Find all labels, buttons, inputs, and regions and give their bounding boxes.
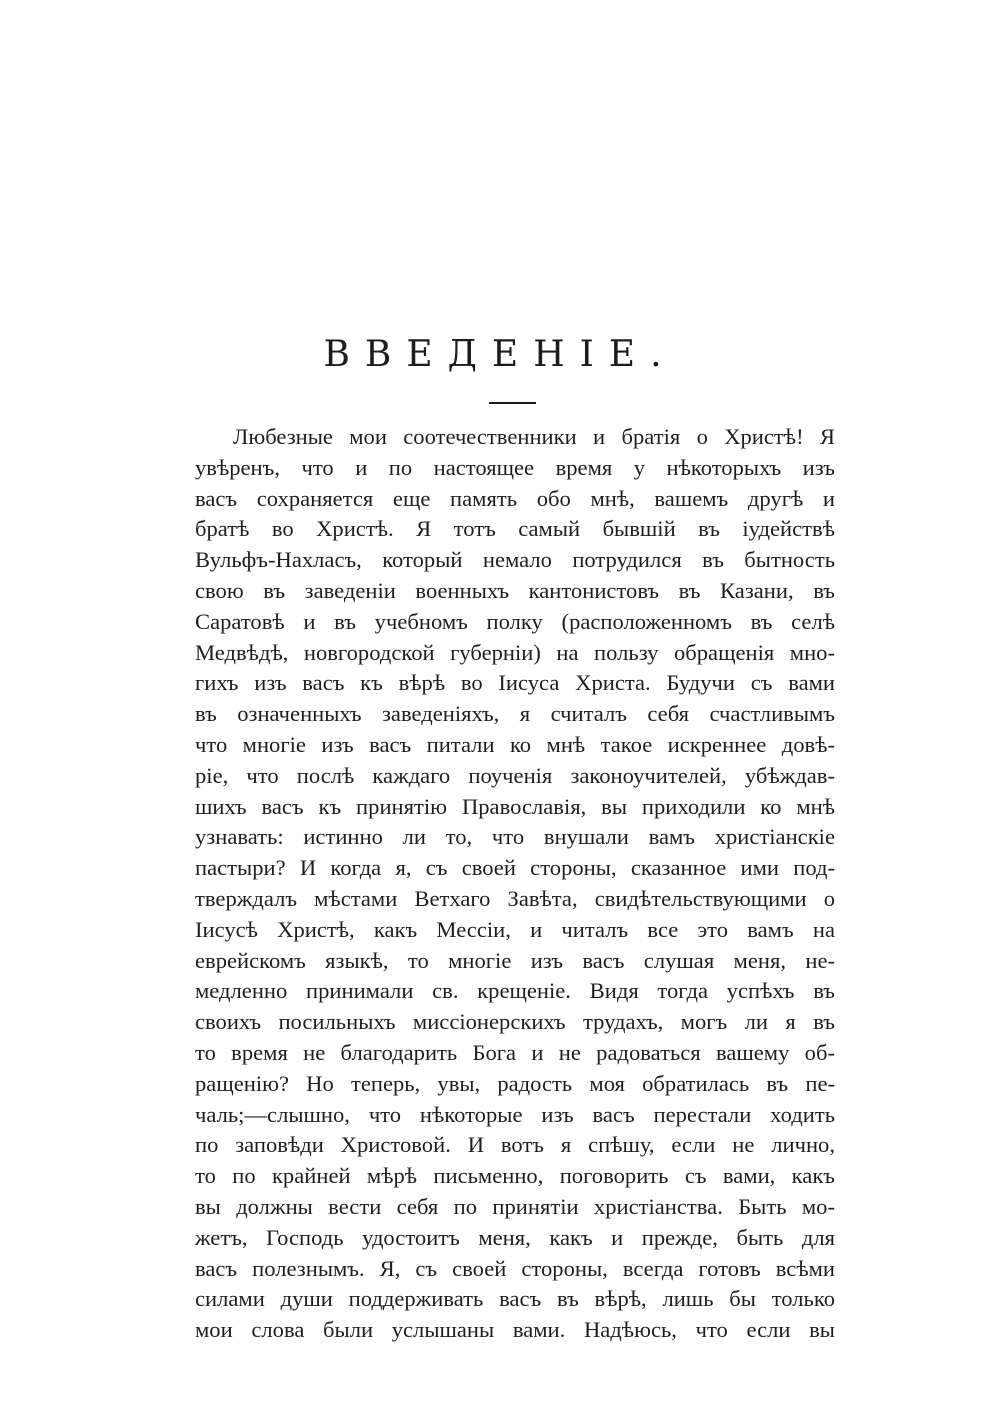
text-line: медленно принимали св. крещеніе. Видя тогда успѣхъ въ <box>195 978 835 1004</box>
text-line: Саратовѣ и въ учебномъ полку (расположенномъ въ селѣ <box>195 608 835 634</box>
chapter-title: ВВЕДЕНІЕ. <box>323 334 677 375</box>
text-line: тверждалъ мѣстами Ветхаго Завѣта, свидѣтельствующими о <box>195 885 835 911</box>
text-line: увѣренъ, что и по настоящее время у нѣкоторыхъ изъ <box>195 454 835 480</box>
text-line: Вульфъ-Нахласъ, который немало потрудился въ бытность <box>195 547 835 573</box>
body-paragraph <box>195 422 835 1346</box>
text-line: свою въ заведеніи военныхъ кантонистовъ въ Казани, въ <box>195 577 835 603</box>
text-line: вы должны вести себя по принятіи христіанства. Быть мо- <box>195 1193 835 1219</box>
text-line: что многіе изъ васъ питали ко мнѣ такое искреннее довѣ- <box>195 731 835 757</box>
text-line: по заповѣди Христовой. И вотъ я спѣшу, если не лично, <box>195 1132 835 1158</box>
text-line: васъ сохраняется еще память обо мнѣ, вашемъ другѣ и <box>195 485 835 511</box>
text-line: силами души поддерживать васъ въ вѣрѣ, лишь бы только <box>195 1286 835 1312</box>
text-line: своихъ посильныхъ миссіонерскихъ трудахъ, могъ ли я въ <box>195 1009 835 1035</box>
text-line: въ означенныхъ заведеніяхъ, я считалъ себя счастливымъ <box>195 701 835 727</box>
text-line: братѣ во Христѣ. Я тотъ самый бывшій въ іудействѣ <box>195 516 835 542</box>
text-line: ріе, что послѣ каждаго поученія законоучителей, убѣждав- <box>195 762 835 788</box>
text-line: жетъ, Господь удостоитъ меня, какъ и прежде, быть для <box>195 1224 835 1250</box>
text-line: то время не благодарить Бога и не радоваться вашему об- <box>195 1039 835 1065</box>
text-line: Медвѣдѣ, новгородской губерніи) на пользу обращенія мно- <box>195 639 835 665</box>
text-line: шихъ васъ къ принятію Православія, вы приходили ко мнѣ <box>195 793 835 819</box>
text-line: узнавать: истинно ли то, что внушали вамъ христіанскіе <box>195 824 835 850</box>
title-divider <box>489 402 536 404</box>
text-line: Іисусѣ Христѣ, какъ Мессіи, и читалъ все это вамъ на <box>195 916 835 942</box>
text-line: чаль;—слышно, что нѣкоторые изъ васъ перестали ходить <box>195 1101 835 1127</box>
text-line: пастыри? И когда я, съ своей стороны, сказанное ими под- <box>195 855 835 881</box>
text-line: еврейскомъ языкѣ, то многіе изъ васъ слушая меня, не- <box>195 947 835 973</box>
text-line: гихъ изъ васъ къ вѣрѣ во Іисуса Христа. Будучи съ вами <box>195 670 835 696</box>
text-line: мои слова были услышаны вами. Надѣюсь, что если вы <box>195 1317 835 1343</box>
text-line: то по крайней мѣрѣ письменно, поговорить съ вами, какъ <box>195 1163 835 1189</box>
text-line: ращенію? Но теперь, увы, радость моя обратилась въ пе- <box>195 1070 835 1096</box>
text-line: васъ полезнымъ. Я, съ своей стороны, всегда готовъ всѣми <box>195 1255 835 1281</box>
text-line: Любезные мои соотечественники и братія о Христѣ! Я <box>233 424 835 449</box>
